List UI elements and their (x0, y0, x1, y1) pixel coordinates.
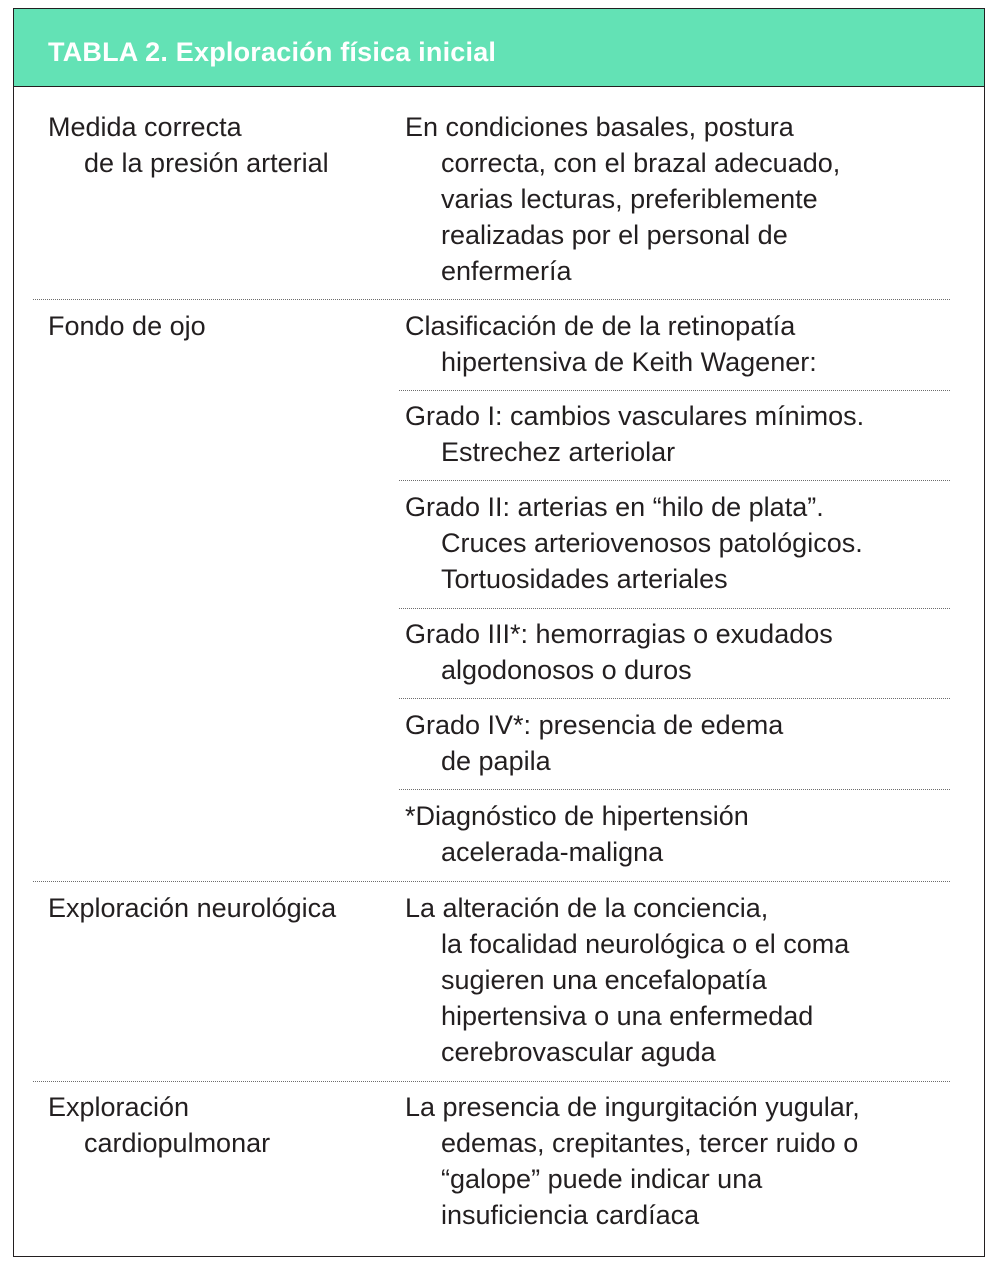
cell-line: hipertensiva o una enfermedad (441, 1001, 814, 1031)
cell-line: la focalidad neurológica o el coma (441, 929, 850, 959)
cell-fundus-grade-3 (405, 616, 965, 688)
cell-line: enfermería (441, 256, 572, 286)
subrow-separator (399, 608, 950, 609)
cell-line: correcta, con el brazal adecuado, (441, 148, 841, 178)
cell-neurological (405, 890, 965, 1070)
row-label-neurological (48, 890, 388, 926)
row-separator (33, 299, 950, 300)
label-line: Exploración neurológica (48, 893, 337, 923)
cell-line: acelerada-maligna (441, 837, 664, 867)
cell-line: varias lecturas, preferiblemente (441, 184, 818, 214)
cell-line: La alteración de la conciencia, (405, 893, 769, 923)
cell-line: *Diagnóstico de hipertensión (405, 801, 749, 831)
cell-line: Grado II: arterias en “hilo de plata”. (405, 492, 824, 522)
cell-line: Grado III*: hemorragias o exudados (405, 619, 833, 649)
cell-line: realizadas por el personal de (441, 220, 788, 250)
cell-line: Grado IV*: presencia de edema (405, 710, 784, 740)
label-line: Fondo de ojo (48, 311, 206, 341)
cell-line: La presencia de ingurgitación yugular, (405, 1092, 860, 1122)
cell-blood-pressure (405, 109, 965, 289)
cell-line: insuficiencia cardíaca (441, 1200, 700, 1230)
row-label-cardiopulmonary (48, 1089, 388, 1161)
row-separator (33, 881, 950, 882)
label-line: de la presión arterial (84, 148, 329, 178)
cell-line: Clasificación de de la retinopatía (405, 311, 796, 341)
label-line: Medida correcta (48, 112, 242, 142)
table-title: TABLA 2. Exploración física inicial (48, 37, 497, 67)
cell-fundus-grade-4 (405, 707, 965, 779)
cell-line: Estrechez arteriolar (441, 437, 676, 467)
cell-line: hipertensiva de Keith Wagener: (441, 347, 817, 377)
table-2 (13, 8, 985, 1257)
label-line: Exploración (48, 1092, 190, 1122)
cell-line: edemas, crepitantes, tercer ruido o (441, 1128, 859, 1158)
cell-line: Tortuosidades arteriales (441, 564, 728, 594)
cell-line: sugieren una encefalopatía (441, 965, 767, 995)
cell-line: algodonosos o duros (441, 655, 692, 685)
cell-line: “galope” puede indicar una (441, 1164, 763, 1194)
cell-line: Cruces arteriovenosos patológicos. (441, 528, 863, 558)
cell-line: cerebrovascular aguda (441, 1037, 716, 1067)
cell-line: Grado I: cambios vasculares mínimos. (405, 401, 865, 431)
cell-fundus-grade-1 (405, 398, 965, 470)
cell-fundus-classification (405, 308, 965, 380)
cell-line: En condiciones basales, postura (405, 112, 794, 142)
row-label-fundus (48, 308, 388, 344)
cell-fundus-grade-2 (405, 489, 965, 597)
subrow-separator (399, 480, 950, 481)
table-header (14, 9, 984, 87)
row-separator (33, 1081, 950, 1082)
subrow-separator (399, 390, 950, 391)
cell-fundus-footnote (405, 798, 965, 870)
subrow-separator (399, 698, 950, 699)
row-label-blood-pressure (48, 109, 388, 181)
cell-line: de papila (441, 746, 551, 776)
subrow-separator (399, 789, 950, 790)
label-line: cardiopulmonar (84, 1128, 271, 1158)
cell-cardiopulmonary (405, 1089, 965, 1233)
